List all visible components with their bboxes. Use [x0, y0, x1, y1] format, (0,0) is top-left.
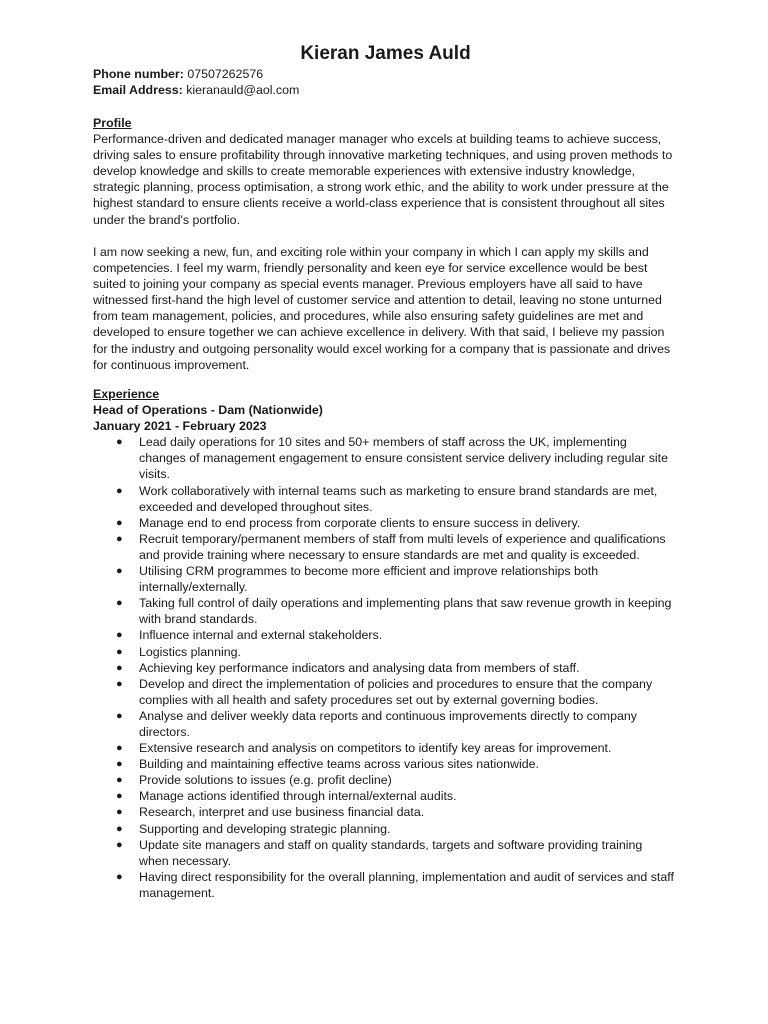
list-item-text: Achieving key performance indicators and analysing data from members of staff.: [139, 660, 580, 675]
list-item-text: Utilising CRM programmes to become more efficient and improve relationships both internally/externally.: [139, 564, 599, 595]
list-item: [93, 676, 674, 708]
list-item-text: Manage actions identified through internal/external audits.: [139, 789, 457, 804]
list-item-text: Logistics planning.: [139, 644, 241, 659]
profile-paragraph-2: I am now seeking a new, fun, and exciting role within your company in which I can apply my skills and competencies. I feel my warm, friendly personality and keen eye for service excellence would be best suited to joining your company as special events manager. Previous employers have all said to have witnessed first-hand the high level of customer service and attention to detail, leaving no stone unturned from team management, policies, and procedures, while also ensuring safety guidelines are met and developed to ensure together we can achieve excellence in delivery. With that said, I believe my passion for the industry and outgoing personality would excel working for a company that is passionate and drives for continuous improvement.: [93, 245, 671, 372]
bullet-dot-icon: ●: [116, 597, 123, 610]
list-item-text: Update site managers and staff on quality standards, targets and software providing training when necessary.: [139, 837, 643, 868]
bullet-dot-icon: ●: [116, 822, 123, 835]
email-line: [93, 82, 299, 98]
job-title: Head of Operations - Dam (Nationwide): [93, 403, 323, 418]
bullet-dot-icon: ●: [116, 484, 123, 497]
bullet-dot-icon: ●: [116, 774, 123, 787]
list-item: [93, 515, 674, 531]
list-item-text: Supporting and developing strategic planning.: [139, 821, 391, 836]
list-item: [93, 788, 674, 804]
contact-details: [93, 66, 299, 98]
list-item: [93, 756, 674, 772]
profile-paragraph-1: Performance-driven and dedicated manager manager who excels at building teams to achieve success, driving sales to ensure profitability through innovative marketing techniques, and using proven methods to develop knowledge and skills to create memorable experiences with extensive industry knowledge, strategic planning, process optimisation, a strong work ethic, and the ability to work under pressure at the highest standard to ensure clients receive a world-class experience that is consistent throughout all sites under the brand's portfolio.: [93, 132, 673, 227]
bullet-dot-icon: ●: [116, 516, 123, 529]
list-item: [93, 595, 674, 627]
list-item-text: Analyse and deliver weekly data reports and continuous improvements directly to company directors.: [139, 708, 637, 739]
list-item-text: Develop and direct the implementation of policies and procedures to ensure that the company complies with all health and safety procedures set out by external governing bodies.: [139, 676, 653, 707]
list-item-text: Recruit temporary/permanent members of staff from multi levels of experience and qualifications and provide training where necessary to ensure standards are met and quality is exceeded.: [139, 531, 666, 562]
list-item-text: Research, interpret and use business financial data.: [139, 805, 425, 820]
list-item-text: Provide solutions to issues (e.g. profit decline): [139, 773, 392, 788]
phone-value: 07507262576: [183, 67, 264, 81]
profile-paragraph-2-block: [93, 244, 678, 373]
list-item: [93, 644, 674, 660]
experience-heading: Experience: [93, 387, 160, 401]
bullet-dot-icon: ●: [116, 661, 123, 674]
list-item-text: Taking full control of daily operations and implementing plans that saw revenue growth in keeping with brand standards.: [139, 596, 672, 627]
list-item-text: Work collaboratively with internal teams such as marketing to ensure brand standards are met, exceeded and developed throughout sites.: [139, 483, 658, 514]
email-value: kieranauld@aol.com: [182, 83, 300, 98]
phone-line: [93, 66, 299, 82]
experience-section: [93, 386, 678, 901]
list-item: [93, 772, 674, 788]
list-item: [93, 531, 674, 563]
list-item: [93, 483, 674, 515]
bullet-dot-icon: ●: [116, 436, 123, 449]
bullet-dot-icon: ●: [116, 677, 123, 690]
list-item: [93, 708, 674, 740]
bullet-dot-icon: ●: [116, 838, 123, 851]
bullet-dot-icon: ●: [116, 870, 123, 883]
list-item-text: Having direct responsibility for the overall planning, implementation and audit of services and staff management.: [139, 869, 674, 900]
list-item: [93, 563, 674, 595]
list-item: [93, 627, 674, 643]
list-item: [93, 869, 674, 901]
list-item-text: Building and maintaining effective teams across various sites nationwide.: [139, 757, 539, 772]
list-item: [93, 804, 674, 820]
profile-section: [93, 115, 678, 228]
list-item: [93, 740, 674, 756]
bullet-dot-icon: ●: [116, 806, 123, 819]
bullet-dot-icon: ●: [116, 758, 123, 771]
bullet-dot-icon: ●: [116, 709, 123, 722]
list-item: [93, 837, 674, 869]
bullet-dot-icon: ●: [116, 532, 123, 545]
profile-heading: Profile: [93, 116, 132, 130]
list-item-text: Extensive research and analysis on competitors to identify key areas for improvement.: [139, 741, 612, 756]
bullet-dot-icon: ●: [116, 645, 123, 658]
bullet-dot-icon: ●: [116, 790, 123, 803]
phone-label: Phone number:: [93, 67, 184, 81]
job-dates: January 2021 - February 2023: [93, 419, 267, 434]
list-item: [93, 821, 674, 837]
candidate-name: Kieran James Auld: [300, 43, 471, 64]
list-item-text: Manage end to end process from corporate clients to ensure success in delivery.: [139, 515, 581, 530]
bullet-dot-icon: ●: [116, 742, 123, 755]
bullet-dot-icon: ●: [116, 629, 123, 642]
list-item-text: Influence internal and external stakeholders.: [139, 628, 383, 643]
list-item: [93, 434, 674, 482]
list-item: [93, 660, 674, 676]
responsibilities-list: [93, 434, 678, 901]
email-label: Email Address:: [93, 83, 183, 98]
list-item-text: Lead daily operations for 10 sites and 50+ members of staff across the UK, implementing changes of management engagement to ensure consistent service delivery including regular site visits.: [139, 435, 668, 482]
bullet-dot-icon: ●: [116, 565, 123, 578]
